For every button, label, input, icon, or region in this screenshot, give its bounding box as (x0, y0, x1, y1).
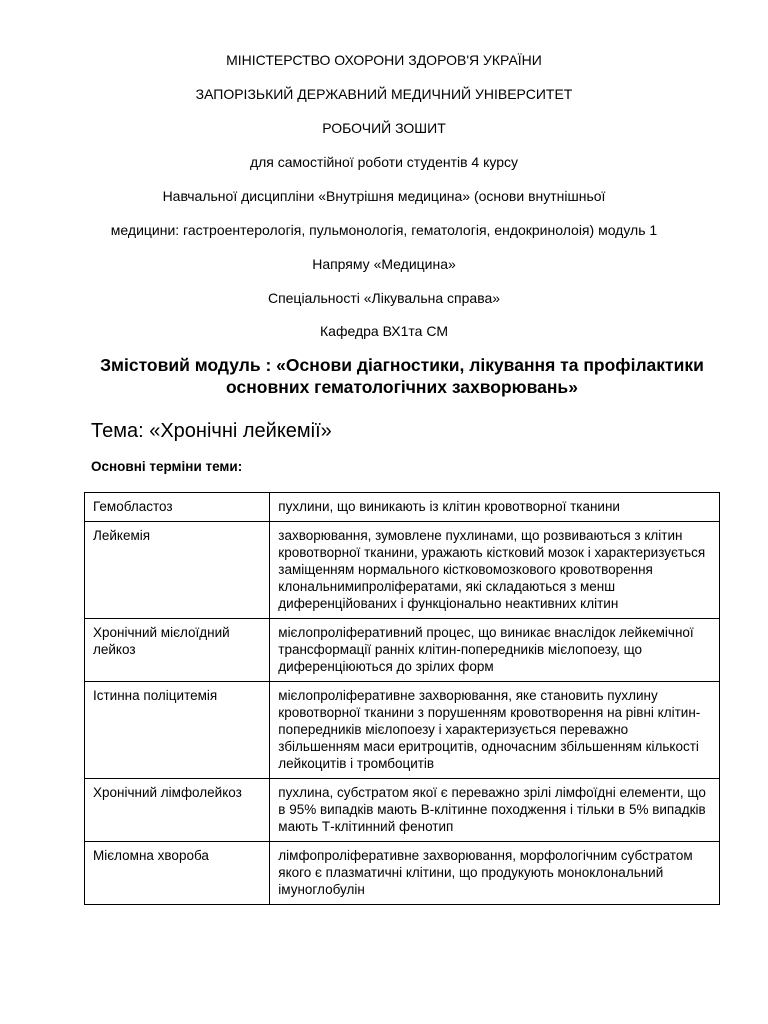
definition-cell: лімфопроліферативне захворювання, морфологічним субстратом якого є плазматичні клітини, що продукують моноклональний імуноглобулін (270, 842, 720, 905)
term-cell: Хронічний лімфолейкоз (85, 779, 270, 842)
term-cell: Лейкемія (85, 522, 270, 619)
topic-title: Тема: «Хронічні лейкемії» (91, 420, 332, 442)
discipline-continuation-line: медицини: гастроентерологія, пульмонологія, гематологія, ендокринолоія) модуль 1 (110, 222, 658, 238)
table-row (85, 493, 720, 522)
term-cell: Гемобластоз (85, 493, 270, 522)
table-row (85, 522, 720, 619)
definition-cell: мієлопроліферативний процес, що виникає внаслідок лейкемічної трансформації ранніх клітин-попередників мієлопоезу, що диференціюються до зрілих форм (270, 619, 720, 682)
speciality-line: Спеціальності «Лікувальна справа» (267, 290, 501, 306)
definition-cell: пухлина, субстратом якої є переважно зрілі лімфоїдні елементи, що в 95% випадків мають В-клітинне походження і тільки в 5% випадків мають Т-клітинний фенотип (270, 779, 720, 842)
department-line: Кафедра ВХ1та СМ (320, 323, 448, 339)
term-cell: Мієломна хвороба (85, 842, 270, 905)
module-title: Змістовий модуль : «Основи діагностики, лікування та профілактики основних гематологічних захворювань» (100, 355, 704, 397)
table-row (85, 842, 720, 905)
discipline-line: Навчальної дисципліни «Внутрішня медицина» (основи внутнішньої (162, 188, 606, 204)
term-cell: Істинна поліцитемія (85, 682, 270, 779)
definition-cell: пухлини, що виникають із клітин кровотворної тканини (270, 493, 720, 522)
table-row (85, 779, 720, 842)
university-line: ЗАПОРІЗЬКИЙ ДЕРЖАВНИЙ МЕДИЧНИЙ УНІВЕРСИТЕТ (195, 86, 573, 102)
terms-table (84, 492, 720, 905)
direction-line: Напряму «Медицина» (312, 256, 456, 272)
definition-cell: захворювання, зумовлене пухлинами, що розвиваються з клітин кровотворної тканини, уражають кістковий мозок і характеризується заміщенням нормального кістковомозкового кровотворення клональнимипроліфератами, які складаються з менш диференційованих і функціонально неактивних клітин (270, 522, 720, 619)
table-row (85, 682, 720, 779)
terms-heading: Основні терміни теми: (91, 459, 243, 474)
table-row (85, 619, 720, 682)
definition-cell: мієлопроліферативне захворювання, яке становить пухлину кровотворної тканини з порушенням кровотворення на рівні клітин-попередників мієлопоезу і характеризується переважно збільшенням маси еритроцитів, одночасним збільшенням кількості лейкоцитів і тромбоцитів (270, 682, 720, 779)
workbook-line: РОБОЧИЙ ЗОШИТ (322, 120, 446, 136)
ministry-line: МІНІСТЕРСТВО ОХОРОНИ ЗДОРОВ'Я УКРАЇНИ (226, 52, 542, 68)
students-line: для самостійної роботи студентів 4 курсу (249, 154, 519, 170)
term-cell: Хронічний мієлоїдний лейкоз (85, 619, 270, 682)
